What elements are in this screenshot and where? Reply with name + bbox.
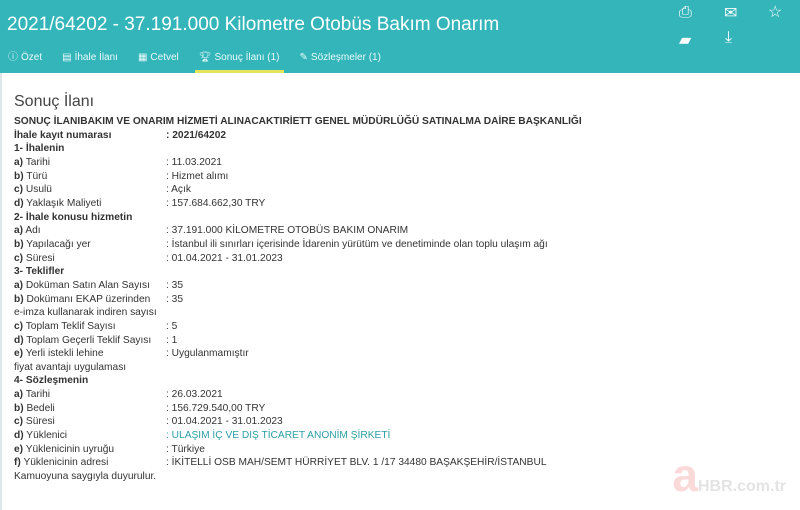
colon: :	[166, 443, 172, 455]
field-label-text: Yerli istekli lehine	[25, 348, 104, 360]
section-heading: 4- Sözleşmenin	[14, 375, 89, 387]
field-value	[166, 443, 574, 457]
field-value-text: 156.729.540,00 TRY	[171, 402, 266, 414]
tab-ozet[interactable]	[8, 51, 42, 73]
field-label-text: Türü	[26, 170, 48, 182]
colon: :	[166, 320, 172, 332]
section-heading: 3- Teklifler	[14, 266, 65, 278]
colon: :	[166, 197, 172, 209]
mail-icon[interactable]: ✉	[724, 5, 738, 22]
field-value-text: 35	[171, 279, 184, 291]
field-label-text: İhale kayıt numarası	[14, 129, 112, 141]
field-value	[166, 429, 574, 443]
field-row	[14, 224, 574, 238]
field-prefix: c)	[14, 320, 24, 332]
field-label-text: Bedeli	[26, 402, 55, 414]
field-label	[14, 334, 166, 348]
field-row	[14, 456, 574, 470]
field-label-text: Yüklenicinin adresi	[23, 457, 109, 469]
field-prefix: d)	[14, 334, 24, 346]
info-icon: ⓘ	[8, 52, 18, 63]
watermark-logo: aHBR.com.tr	[672, 449, 786, 501]
field-prefix: a)	[14, 389, 24, 401]
field-label	[14, 224, 166, 238]
tab-cetvel[interactable]	[138, 51, 179, 73]
colon: :	[166, 252, 172, 264]
field-value	[166, 347, 574, 361]
announcement-body	[14, 115, 582, 484]
folder-open-icon[interactable]: ▰	[679, 32, 692, 49]
field-row	[14, 429, 574, 443]
field-value-text: Hizmet alımı	[171, 170, 229, 182]
field-value-text: Türkiye	[171, 443, 205, 455]
colon: :	[166, 225, 172, 237]
field-prefix: a)	[14, 225, 24, 237]
field-prefix: d)	[14, 430, 24, 442]
field-value	[166, 293, 574, 307]
field-label-text: Yüklenicinin uyruğu	[25, 443, 115, 455]
field-row	[14, 238, 574, 252]
field-label-text: Doküman Satın Alan Sayısı	[25, 279, 150, 291]
field-row	[14, 252, 574, 266]
colon: :	[166, 430, 172, 442]
field-label-text: Tarihi	[25, 156, 51, 168]
field-label-text: Yaklaşık Maliyeti	[26, 197, 102, 209]
field-value	[166, 170, 574, 184]
field-row	[14, 415, 574, 429]
announcement-heading: SONUÇ İLANIBAKIM VE ONARIM HİZMETİ ALINACAKTIRİETT GENEL MÜDÜRLÜĞÜ SATINALMA DAİRE BAŞKANLIĞI	[14, 116, 582, 127]
field-value	[166, 456, 574, 470]
field-value	[166, 183, 574, 197]
field-label	[14, 429, 166, 443]
field-prefix: a)	[14, 156, 24, 168]
text-line: e-imza kullanarak indiren sayısı	[14, 307, 157, 319]
field-prefix: b)	[14, 238, 24, 250]
contractor-link[interactable]: ULAŞIM İÇ VE DIŞ TİCARET ANONİM ŞİRKETİ	[171, 430, 391, 442]
field-label	[14, 197, 166, 211]
field-value-text: Açık	[171, 184, 191, 196]
colon: :	[166, 389, 172, 401]
field-prefix: c)	[14, 252, 24, 264]
field-label-text: Toplam Geçerli Teklif Sayısı	[26, 334, 152, 346]
field-label-text: Toplam Teklif Sayısı	[25, 320, 116, 332]
field-prefix: c)	[14, 416, 24, 428]
tab-label: Sonuç İlanı (1)	[214, 52, 280, 63]
field-row	[14, 293, 574, 307]
tab-sonuc-ilani[interactable]	[195, 51, 284, 73]
field-value	[166, 238, 574, 252]
field-row	[14, 388, 574, 402]
field-label	[14, 388, 166, 402]
field-prefix: e)	[14, 348, 24, 360]
field-label	[14, 170, 166, 184]
field-label	[14, 415, 166, 429]
document-icon: ▤	[62, 52, 72, 63]
colon: :	[166, 184, 172, 196]
field-label	[14, 252, 166, 266]
colon: :	[166, 457, 172, 469]
tab-bar	[8, 51, 401, 73]
header	[0, 0, 800, 73]
field-label	[14, 279, 166, 293]
field-value-text: 5	[171, 320, 178, 332]
field-value	[166, 156, 574, 170]
tab-label: Özet	[21, 52, 43, 63]
tab-label: Cetvel	[150, 52, 179, 63]
field-value	[166, 334, 574, 348]
field-prefix: b)	[14, 170, 24, 182]
tab-label: İhale İlanı	[74, 52, 118, 63]
section-heading: 2- İhale konusu hizmetin	[14, 211, 133, 223]
field-value-text: 157.684.662,30 TRY	[171, 197, 266, 209]
field-label-text: Adı	[25, 225, 41, 237]
colon: :	[166, 293, 172, 305]
field-prefix: c)	[14, 184, 24, 196]
content-panel	[0, 73, 800, 510]
field-prefix: f)	[14, 457, 21, 469]
field-value-text: 26.03.2021	[171, 389, 223, 401]
field-prefix: d)	[14, 197, 24, 209]
field-row	[14, 320, 574, 334]
field-value-text: İstanbul ili sınırları içerisinde İdarenin yürütüm ve denetiminde olan toplu ulaşım ağı	[171, 238, 548, 250]
field-row	[14, 170, 574, 184]
page-header-title: 2021/64202 - 37.191.000 Kilometre Otobüs Bakım Onarım	[7, 14, 500, 35]
field-value-text: 1	[171, 334, 178, 346]
field-label-text: Süresi	[25, 252, 55, 264]
field-value-text: Uygulanmamıştır	[171, 348, 249, 360]
trophy-icon: 🏆︎	[198, 52, 212, 63]
field-value-text: 37.191.000 KİLOMETRE OTOBÜS BAKIM ONARIM	[171, 225, 409, 237]
field-label	[14, 347, 166, 361]
field-value	[166, 129, 574, 143]
field-value	[166, 415, 574, 429]
colon: :	[166, 334, 172, 346]
field-value	[166, 197, 574, 211]
tab-ihale-ilani[interactable]	[62, 51, 118, 73]
field-label	[14, 129, 166, 143]
field-prefix: b)	[14, 293, 24, 305]
field-value	[166, 224, 574, 238]
colon: :	[166, 238, 172, 250]
colon: :	[166, 402, 172, 414]
field-label	[14, 402, 166, 416]
field-row	[14, 443, 574, 457]
tab-label: Sözleşmeler (1)	[310, 52, 381, 63]
text-line: Kamuoyuna saygıyla duyurulur.	[14, 471, 157, 483]
field-row	[14, 334, 574, 348]
field-value-text: 35	[171, 293, 184, 305]
field-label-text: Tarihi	[25, 389, 51, 401]
field-label	[14, 443, 166, 457]
field-prefix: e)	[14, 443, 24, 455]
field-value	[166, 388, 574, 402]
field-label	[14, 238, 166, 252]
field-label-text: Süresi	[25, 416, 55, 428]
colon: :	[166, 279, 172, 291]
table-icon: ▦	[137, 52, 148, 63]
field-label	[14, 320, 166, 334]
field-value-text: 01.04.2021 - 31.01.2023	[171, 252, 283, 264]
field-row	[14, 402, 574, 416]
colon: :	[166, 170, 172, 182]
field-value	[166, 320, 574, 334]
print-icon[interactable]: ⎙	[679, 4, 692, 21]
field-label-text: Dokümanı EKAP üzerinden	[26, 293, 151, 305]
section-title: Sonuç İlanı	[14, 93, 95, 110]
field-label	[14, 293, 166, 307]
field-row	[14, 279, 574, 293]
tab-sozlesmeler[interactable]	[300, 51, 381, 73]
field-value-text: İKİTELLİ OSB MAH/SEMT HÜRRİYET BLV. 1 /17 34480 BAŞAKŞEHİR/İSTANBUL	[171, 457, 547, 469]
field-prefix: a)	[14, 279, 24, 291]
field-label-text: Yapılacağı yer	[26, 238, 91, 250]
download-icon[interactable]: ⤓	[725, 29, 733, 46]
colon: :	[166, 416, 172, 428]
field-value	[166, 402, 574, 416]
field-prefix: b)	[14, 402, 24, 414]
field-row	[14, 129, 574, 143]
edit-icon: ✎	[299, 52, 308, 63]
field-label	[14, 183, 166, 197]
star-icon[interactable]: ☆	[768, 4, 783, 21]
field-value-text: 11.03.2021	[171, 156, 222, 168]
section-heading: 1- İhalenin	[14, 143, 65, 155]
field-value	[166, 279, 574, 293]
field-label-text: Yüklenici	[26, 430, 68, 442]
field-label-text: Usulü	[25, 184, 52, 196]
field-row	[14, 183, 574, 197]
colon: :	[166, 348, 172, 360]
field-label	[14, 456, 166, 470]
field-value	[166, 252, 574, 266]
field-value-text: 2021/64202	[172, 129, 227, 141]
field-label	[14, 156, 166, 170]
field-row	[14, 197, 574, 211]
text-line: fiyat avantajı uygulaması	[14, 361, 127, 373]
field-value-text: 01.04.2021 - 31.01.2023	[171, 416, 283, 428]
field-row	[14, 347, 574, 361]
colon: :	[166, 129, 173, 141]
colon: :	[166, 156, 172, 168]
field-row	[14, 156, 574, 170]
